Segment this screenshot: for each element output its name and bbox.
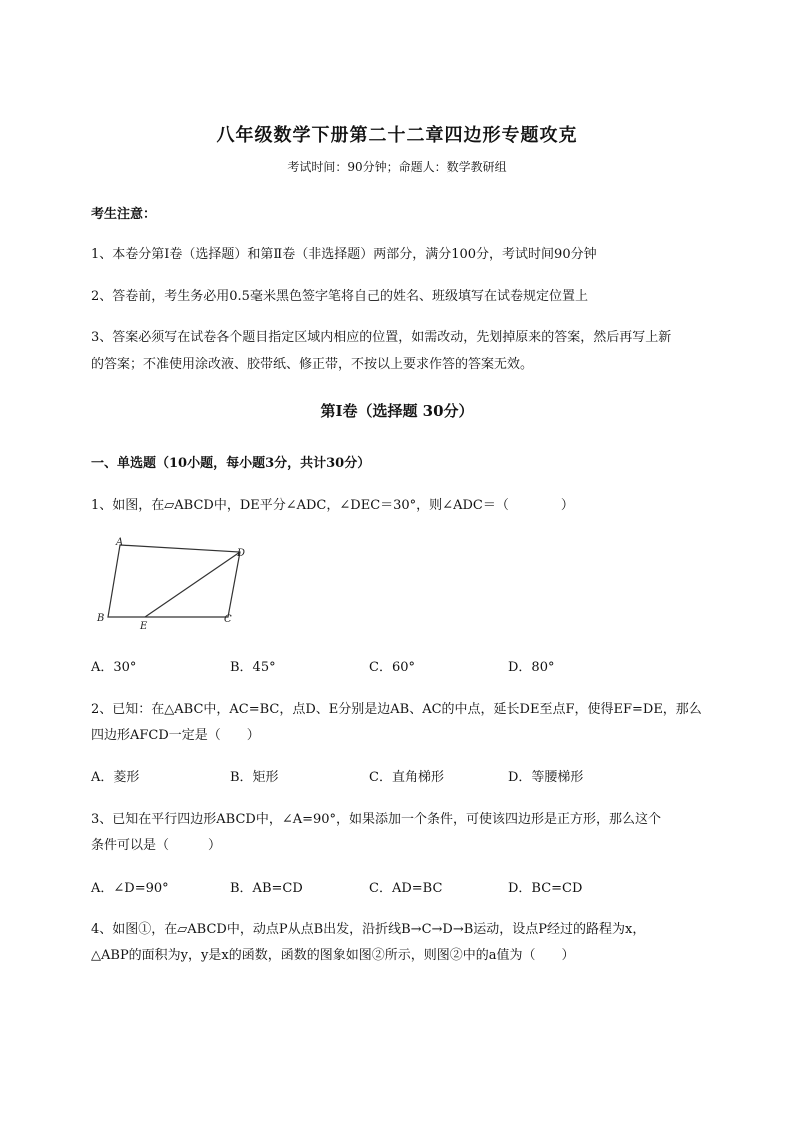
question-3-stem-cont: 条件可以是（ ）	[91, 838, 222, 853]
question-2-stem-cont: 四边形AFCD一定是（ ）	[91, 728, 260, 743]
notice-item-3: 3、答案必须写在试卷各个题目指定区域内相应的位置，如需改动，先划掉原来的答案，然后再写上新	[91, 330, 672, 345]
q1-option-a: A．30°	[91, 660, 137, 675]
parallelogram-abcd	[108, 545, 240, 617]
q1-option-d: D．80°	[508, 660, 555, 675]
label-d: D	[237, 548, 246, 559]
label-a: A	[116, 537, 124, 548]
q1-option-b: B．45°	[230, 660, 276, 675]
label-b: B	[97, 613, 105, 624]
segment-de	[145, 552, 240, 617]
q3-option-a: A．∠D=90°	[91, 881, 169, 896]
q2-option-c: C．直角梯形	[369, 770, 444, 785]
q2-option-a: A．菱形	[91, 770, 140, 785]
label-e: E	[140, 621, 148, 631]
question-2-stem: 2、已知：在△ABC中，AC=BC，点D、E分别是边AB、AC的中点，延长DE至点F，使得EF=DE，那么	[91, 702, 702, 717]
q2-option-b: B．矩形	[230, 770, 279, 785]
notice-item-2: 2、答卷前，考生务必用0.5毫米黑色签字笔将自己的姓名、班级填写在试卷规定位置上	[91, 289, 588, 304]
part-title: 一、单选题（10小题，每小题3分，共计30分）	[91, 456, 371, 471]
question-1-stem: 1、如图，在▱ABCD中，DE平分∠ADC，∠DEC＝30°，则∠ADC＝（ ）	[91, 498, 574, 513]
exam-info: 考试时间：90分钟；命题人：数学教研组	[287, 160, 507, 174]
q2-option-d: D．等腰梯形	[508, 770, 584, 785]
q3-option-b: B．AB=CD	[230, 881, 303, 896]
notice-heading: 考生注意：	[91, 207, 157, 222]
q3-option-c: C．AD=BC	[369, 881, 443, 896]
q1-option-c: C．60°	[369, 660, 415, 675]
section-title: 第I卷（选择题 30分）	[320, 402, 474, 420]
page-title: 八年级数学下册第二十二章四边形专题攻克	[216, 125, 578, 146]
question-4-stem: 4、如图①，在▱ABCD中，动点P从点B出发，沿折线B→C→D→B运动，设点P经过的路程为x，	[91, 922, 646, 937]
question-3-stem: 3、已知在平行四边形ABCD中，∠A=90°，如果添加一个条件，可使该四边形是正方形，那么这个	[91, 812, 662, 827]
q3-option-d: D．BC=CD	[508, 881, 583, 896]
question-4-stem-cont: △ABP的面积为y，y是x的函数，函数的图象如图②所示，则图②中的a值为（ ）	[91, 948, 575, 963]
parallelogram-figure	[94, 536, 254, 631]
notice-item-1: 1、本卷分第I卷（选择题）和第Ⅱ卷（非选择题）两部分，满分100分，考试时间90分钟	[91, 247, 597, 262]
notice-item-3-cont: 的答案；不准使用涂改液、胶带纸、修正带，不按以上要求作答的答案无效。	[91, 357, 534, 372]
label-c: C	[224, 614, 232, 625]
